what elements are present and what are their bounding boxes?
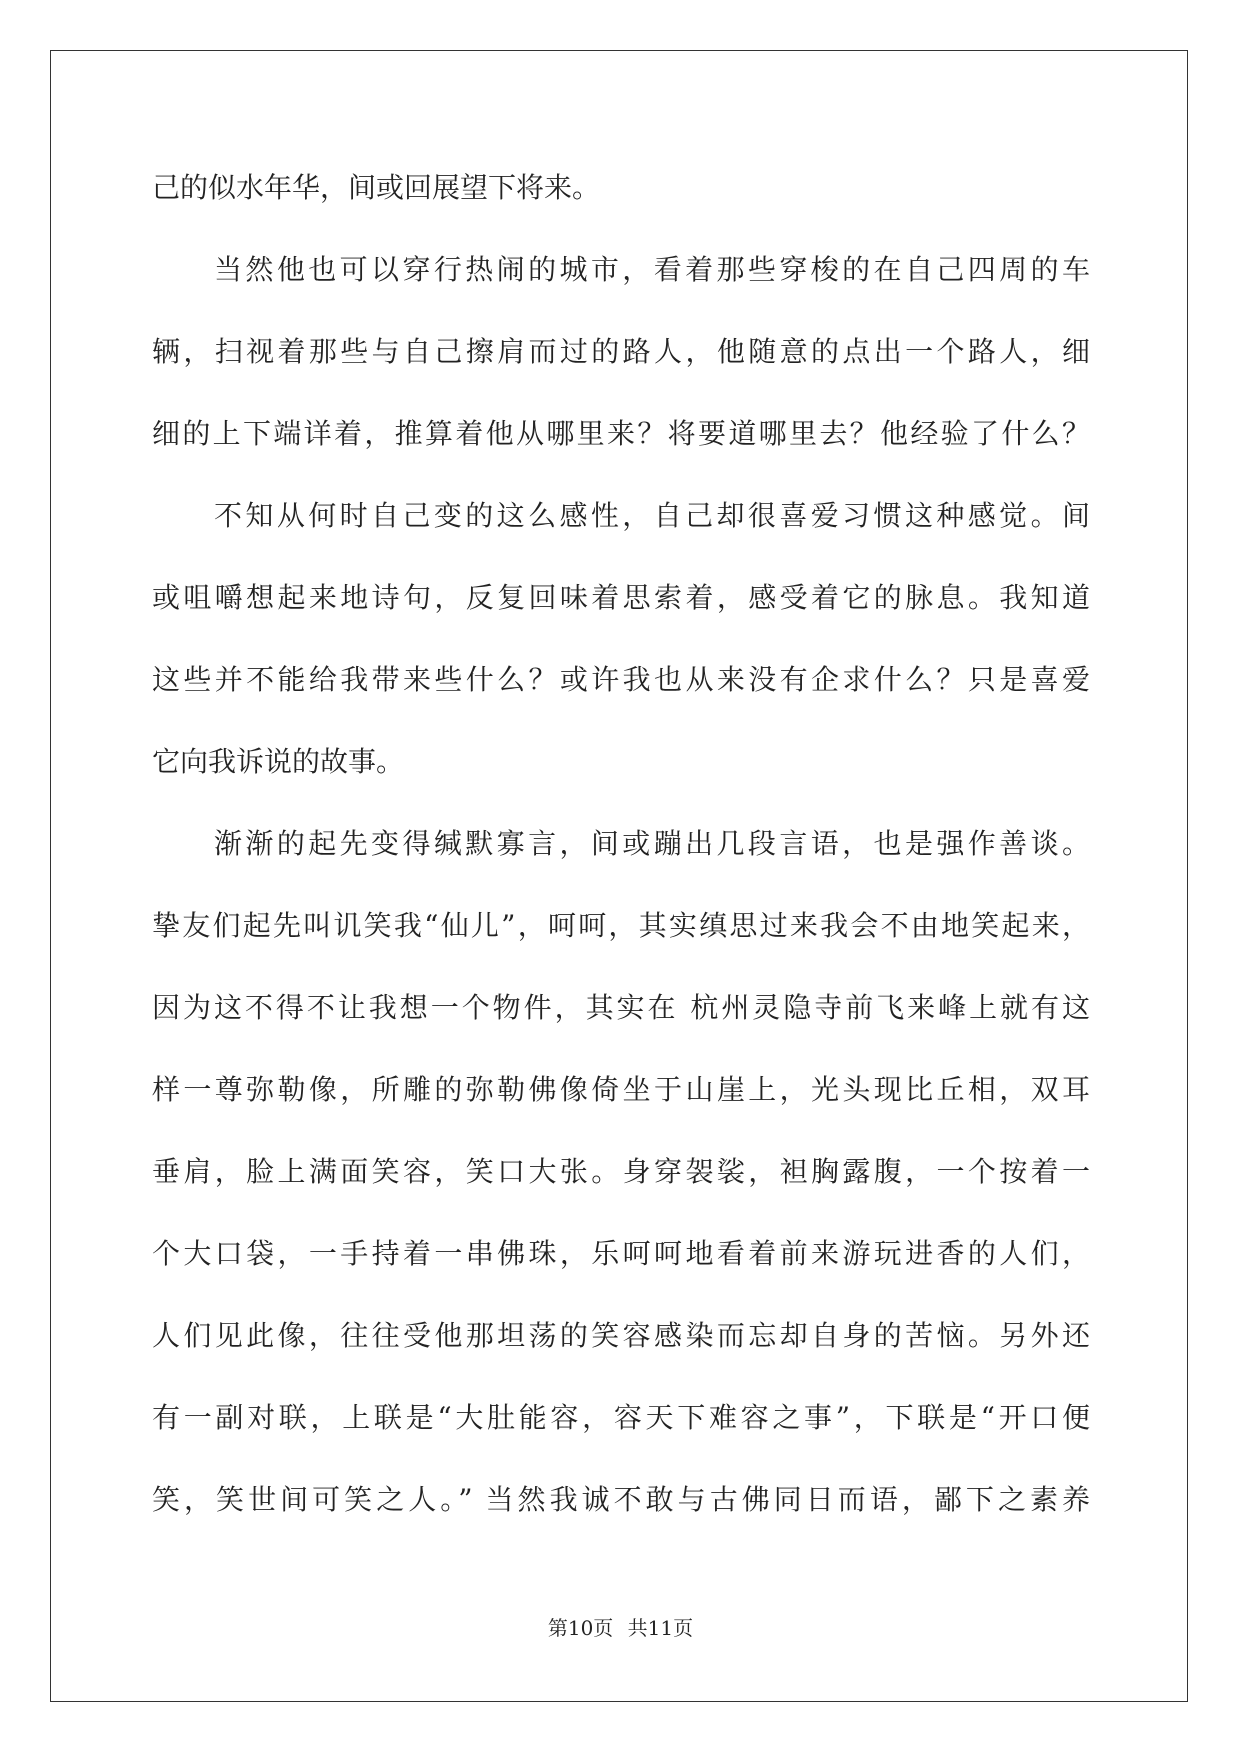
text-line: 个大口袋，一手持着一串佛珠，乐呵呵地看着前来游玩进香的人们， (152, 1237, 1090, 1270)
text-line: 这些并不能给我带来些什么？或许我也从来没有企求什么？只是喜爱 (152, 663, 1090, 696)
text-line: 细的上下端详着，推算着他从哪里来？将要道哪里去？他经验了什么？ (152, 417, 1090, 450)
page-number: 第10页 (547, 1616, 614, 1640)
text-line: 辆，扫视着那些与自己擦肩而过的路人，他随意的点出一个路人，细 (152, 335, 1090, 368)
text-line: 挚友们起先叫讥笑我“仙儿”，呵呵，其实缜思过来我会不由地笑起来， (152, 909, 1090, 942)
page-total: 共11页 (627, 1616, 694, 1640)
text-line: 或咀嚼想起来地诗句，反复回味着思索着，感受着它的脉息。我知道 (152, 581, 1090, 614)
text-line: 笑，笑世间可笑之人。” 当然我诚不敢与古佛同日而语，鄙下之素养 (152, 1483, 1090, 1516)
text-line: 人们见此像，往往受他那坦荡的笑容感染而忘却自身的苦恼。另外还 (152, 1319, 1090, 1352)
body-text (152, 160, 1090, 1554)
paragraph-start-line: 不知从何时自己变的这么感性，自己却很喜爱习惯这种感觉。间 (214, 499, 1090, 532)
text-line: 样一尊弥勒像，所雕的弥勒佛像倚坐于山崖上，光头现比丘相，双耳 (152, 1073, 1090, 1106)
text-line: 己的似水年华，间或回展望下将来。 (152, 171, 601, 204)
paragraph-start-line: 当然他也可以穿行热闹的城市，看着那些穿梭的在自己四周的车 (214, 253, 1090, 286)
text-line: 垂肩，脸上满面笑容，笑口大张。身穿袈裟，袒胸露腹，一个按着一 (152, 1155, 1090, 1188)
text-line: 有一副对联，上联是“大肚能容，容天下难容之事”，下联是“开口便 (152, 1401, 1090, 1434)
paragraph-start-line: 渐渐的起先变得缄默寡言，间或蹦出几段言语，也是强作善谈。 (214, 827, 1090, 860)
text-line: 它向我诉说的故事。 (152, 745, 405, 778)
page-footer (0, 1612, 1241, 1641)
text-line: 因为这不得不让我想一个物件，其实在 杭州灵隐寺前飞来峰上就有这 (152, 991, 1090, 1024)
